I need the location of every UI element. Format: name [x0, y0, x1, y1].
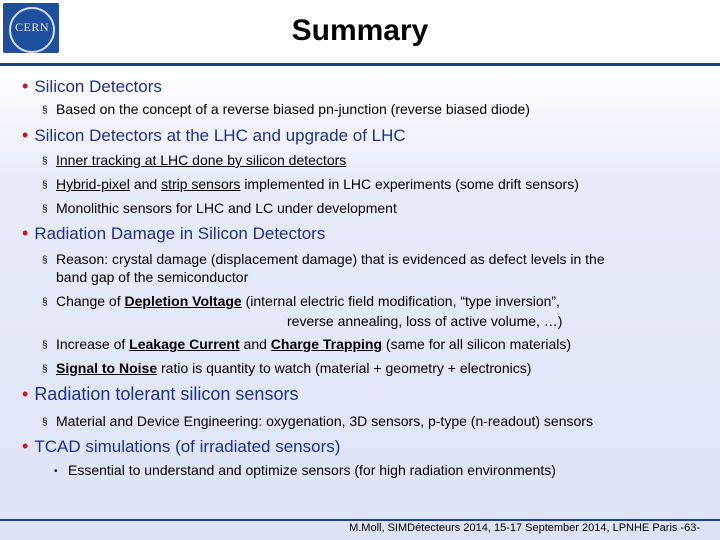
slide-title: Summary	[291, 14, 429, 47]
list-item: § Material and Device Engineering: oxygenation, 3D sensors, p-type (n-readout) sensors	[42, 413, 593, 429]
square-bullet-icon: §	[42, 105, 48, 116]
section-heading-tcad: • TCAD simulations (of irradiated sensors)	[22, 436, 341, 456]
list-item-continuation: band gap of the semiconductor	[56, 269, 249, 285]
square-bullet-icon: §	[42, 204, 48, 215]
square-bullet-icon: §	[42, 364, 48, 375]
list-item: § Signal to Noise ratio is quantity to watch (material + geometry + electronics)	[42, 360, 532, 376]
bullet-icon: •	[22, 436, 29, 456]
bullet-icon: •	[22, 76, 29, 96]
dot-bullet-icon: •	[54, 466, 58, 477]
section-heading-silicon-detectors: • Silicon Detectors	[22, 76, 162, 96]
bullet-icon: •	[22, 223, 29, 243]
list-item: § Increase of Leakage Current and Charge Trapping (same for all silicon materials)	[42, 336, 572, 352]
list-item: § Inner tracking at LHC done by silicon detectors	[42, 152, 347, 168]
list-item: • Essential to understand and optimize sensors (for high radiation environments)	[54, 462, 556, 478]
list-item-continuation: reverse annealing, loss of active volume, …)	[287, 313, 563, 329]
footer-rule	[0, 519, 720, 521]
list-item: § Hybrid-pixel and strip sensors implemented in LHC experiments (some drift sensors)	[42, 176, 579, 192]
bullet-icon: •	[22, 125, 29, 145]
list-item: § Monolithic sensors for LHC and LC under development	[42, 200, 397, 216]
square-bullet-icon: §	[42, 297, 48, 308]
footer-text: M.Moll, SIMDétecteurs 2014, 15-17 September 2014, LPNHE Paris -63-	[349, 522, 700, 534]
square-bullet-icon: §	[42, 255, 48, 266]
cern-logo-text: CERN	[14, 20, 49, 34]
square-bullet-icon: §	[42, 340, 48, 351]
square-bullet-icon: §	[42, 180, 48, 191]
square-bullet-icon: §	[42, 156, 48, 167]
list-item: § Based on the concept of a reverse biased pn-junction (reverse biased diode)	[42, 101, 530, 117]
section-heading-lhc: • Silicon Detectors at the LHC and upgrade of LHC	[22, 125, 406, 145]
bullet-icon: •	[22, 384, 29, 404]
list-item: § Change of Depletion Voltage (internal electric field modification, “type inversion”,	[42, 293, 560, 309]
list-item: § Reason: crystal damage (displacement damage) that is evidenced as defect levels in the	[42, 251, 605, 267]
title-rule	[0, 63, 720, 66]
section-heading-radiation-damage: • Radiation Damage in Silicon Detectors	[22, 223, 326, 243]
section-heading-radiation-tolerant: • Radiation tolerant silicon sensors	[22, 384, 299, 404]
square-bullet-icon: §	[42, 417, 48, 428]
